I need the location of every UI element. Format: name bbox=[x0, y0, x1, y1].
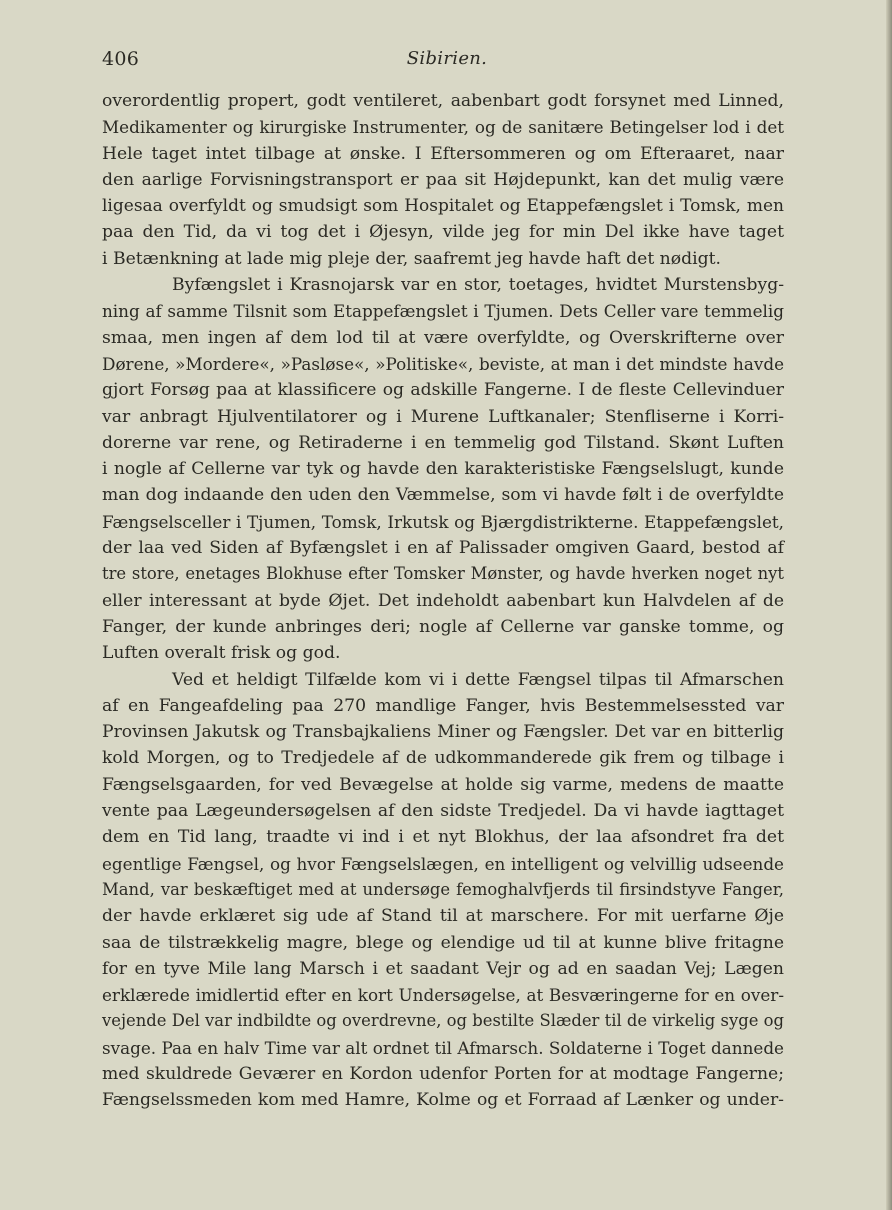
text-line: den aarlige Forvisningstransport er paa sit Højdepunkt, kan det mulig være bbox=[102, 169, 784, 190]
text-line: tre store, enetages Blokhuse efter Tomsker Mønster, og havde hverken noget nyt bbox=[102, 564, 784, 584]
text-line: var anbragt Hjulventilatorer og i Murene Luftkanaler; Stenfliserne i Korri- bbox=[102, 406, 784, 427]
text-line: Fængselsceller i Tjumen, Tomsk, Irkutsk og Bjærgdistrikterne. Etappefængslet, bbox=[102, 511, 784, 532]
text-line: gjort Forsøg paa at klassificere og adskille Fangerne. I de fleste Cellevinduer bbox=[102, 380, 784, 401]
text-line: paa den Tid, da vi tog det i Øjesyn, vilde jeg for min Del ikke have taget bbox=[102, 222, 784, 243]
text-line: Hele taget intet tilbage at ønske. I Eftersommeren og om Efteraaret, naar bbox=[102, 143, 784, 164]
text-line: erklærede imidlertid efter en kort Undersøgelse, at Besværingerne for en over- bbox=[102, 985, 784, 1006]
text-line: Mand, var beskæftiget med at undersøge femoghalvfjerds til firsindstyve Fanger, bbox=[102, 879, 784, 899]
text-line: man dog indaande den uden den Væmmelse, som vi havde følt i de overfyldte bbox=[102, 485, 784, 506]
text-line: der havde erklæret sig ude af Stand til at marschere. For mit uerfarne Øje bbox=[102, 906, 784, 927]
running-title: Sibirien. bbox=[406, 48, 488, 69]
text-line: eller interessant at byde Øjet. Det indeholdt aabenbart kun Halvdelen af de bbox=[102, 590, 784, 611]
text-line: Provinsen Jakutsk og Transbajkaliens Miner og Fængsler. Det var en bitterlig bbox=[102, 722, 784, 743]
text-line: Medikamenter og kirurgiske Instrumenter, og de sanitære Betingelser lod i det bbox=[102, 117, 784, 138]
text-line: Byfængslet i Krasnojarsk var en stor, toetages, hvidtet Murstensbyg- bbox=[172, 275, 784, 296]
text-line: Ved et heldigt Tilfælde kom vi i dette Fængsel tilpas til Afmarschen bbox=[172, 669, 784, 690]
text-line: ligesaa overfyldt og smudsigt som Hospitalet og Etappefængslet i Tomsk, men bbox=[102, 196, 784, 217]
text-line: Fængselssmeden kom med Hamre, Kolme og et Forraad af Lænker og under- bbox=[102, 1090, 784, 1111]
text-line: dem en Tid lang, traadte vi ind i et nyt Blokhus, der laa afsondret fra det bbox=[102, 827, 784, 848]
text-line: af en Fangeafdeling paa 270 mandlige Fanger, hvis Bestemmelsessted var bbox=[102, 695, 784, 716]
text-line: Fanger, der kunde anbringes deri; nogle af Cellerne var ganske tomme, og bbox=[102, 616, 784, 637]
text-line: svage. Paa en halv Time var alt ordnet til Afmarsch. Soldaterne i Toget dannede bbox=[102, 1037, 784, 1058]
text-line: Fængselsgaarden, for ved Bevægelse at holde sig varme, medens de maatte bbox=[102, 774, 784, 795]
text-line: for en tyve Mile lang Marsch i et saadant Vejr og ad en saadan Vej; Lægen bbox=[102, 958, 784, 979]
text-line: smaa, men ingen af dem lod til at være overfyldte, og Overskrifterne over bbox=[102, 327, 784, 348]
body-text bbox=[102, 88, 784, 1114]
text-line: der laa ved Siden af Byfængslet i en af Palissader omgiven Gaard, bestod af bbox=[102, 538, 784, 559]
page-header bbox=[102, 48, 792, 72]
text-line: overordentlig propert, godt ventileret, aabenbart godt forsynet med Linned, bbox=[102, 91, 784, 111]
text-line: vejende Del var indbildte og overdrevne, og bestilte Slæder til de virkelig syge og bbox=[102, 1011, 784, 1031]
text-line: saa de tilstrækkelig magre, blege og elendige ud til at kunne blive fritagne bbox=[102, 932, 784, 953]
page-edge bbox=[886, 0, 892, 1210]
text-line: egentlige Fængsel, og hvor Fængselslægen, en intelligent og velvillig udseende bbox=[102, 853, 784, 874]
text-line: ning af samme Tilsnit som Etappefængslet i Tjumen. Dets Celler vare temmelig bbox=[102, 301, 784, 322]
text-line: dorerne var rene, og Retiraderne i en temmelig god Tilstand. Skønt Luften bbox=[102, 432, 784, 453]
text-line: vente paa Lægeundersøgelsen af den sidste Tredjedel. Da vi havde iagttaget bbox=[102, 801, 784, 822]
text-line: Luften overalt frisk og god. bbox=[102, 643, 341, 664]
text-line: i nogle af Cellerne var tyk og havde den karakteristiske Fængselslugt, kunde bbox=[102, 459, 784, 480]
text-line: Dørene, »Mordere«, »Pasløse«, »Politiske«, beviste, at man i det mindste havde bbox=[102, 353, 784, 374]
page-number: 406 bbox=[102, 48, 140, 70]
text-line: i Betænkning at lade mig pleje der, saafremt jeg havde haft det nødigt. bbox=[102, 248, 721, 269]
text-line: kold Morgen, og to Tredjedele af de udkommanderede gik frem og tilbage i bbox=[102, 748, 784, 769]
text-line: med skuldrede Geværer en Kordon udenfor Porten for at modtage Fangerne; bbox=[102, 1063, 784, 1084]
